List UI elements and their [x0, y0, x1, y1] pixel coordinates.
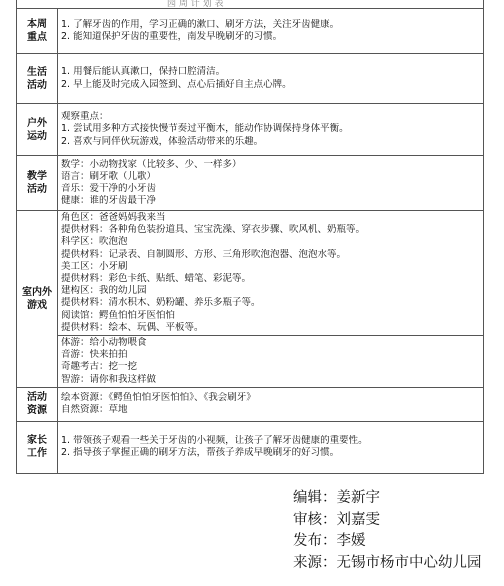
content-line: 提供材料：彩色卡纸、贴纸、蜡笔、彩泥等。 [61, 273, 252, 285]
content-line: 美工区：小牙刷 [61, 260, 128, 272]
content-line: 2. 指导孩子掌握正确的刷牙方法，帮孩子养成早晚刷牙的好习惯。 [61, 447, 340, 459]
heading-line: 教学 [27, 171, 47, 182]
content-line: 提供材料：清水积木、奶粉罐、养乐多瓶子等。 [61, 297, 261, 309]
content-line: 自然资源：草地 [61, 404, 128, 416]
row-heading [17, 104, 58, 156]
heading-line: 本周 [27, 19, 47, 30]
row-heading [17, 9, 58, 54]
weekly-plan-table [16, 8, 484, 474]
row-content [58, 156, 484, 211]
row-weekly-focus [17, 9, 484, 54]
row-content [58, 54, 484, 104]
row-games-b [17, 336, 484, 388]
content-line: 智游：请你和我这样做 [61, 373, 157, 385]
row-content [58, 421, 484, 473]
row-content [58, 336, 484, 388]
content-line: 1. 带领孩子观看一些关于牙齿的小视频，让孩子了解牙齿健康的重要性。 [61, 435, 368, 447]
content-line: 2. 能知道保护牙齿的重要性，南发早晚刷牙的习惯。 [61, 31, 283, 42]
row-family-work [17, 421, 484, 473]
content-line: 1. 尝试用多种方式接快慢节奏过平衡木，能动作协调保持身体平衡。 [61, 123, 349, 135]
heading-line: 工作 [27, 448, 47, 460]
content-line: 1. 用餐后能认真漱口，保持口腔清洁。 [61, 66, 226, 78]
row-teaching-activity [17, 156, 484, 211]
row-heading [17, 387, 58, 421]
row-content [58, 9, 484, 54]
content-line: 2. 喜欢与同伴伙玩游戏，体验活动带来的乐趣。 [61, 135, 264, 147]
heading-line: 生活 [27, 66, 47, 78]
row-heading [17, 156, 58, 211]
content-line: 音游：快来拍拍 [61, 349, 128, 361]
content-line: 观察重点： [61, 111, 109, 123]
content-line: 语言：刷牙歌（儿歌） [61, 170, 157, 182]
content-line: 数学：小动物找家（比较多、少、一样多） [61, 158, 242, 170]
row-games-a [17, 211, 484, 336]
heading-line: 重点 [27, 32, 47, 43]
content-line: 提供材料：各种角色装扮道具、宝宝洗澡、穿衣步骤、吹风机、奶瓶等。 [61, 224, 366, 236]
heading-line: 活动 [27, 79, 47, 91]
heading-line: 游戏 [27, 299, 47, 311]
content-line: 2. 早上能及时完成入园签到、点心后插好自主点心牌。 [61, 78, 292, 90]
content-line: 提供材料：记录表、自制圆形、方形、三角形吹泡泡器、泡泡水等。 [61, 248, 347, 260]
weekly-plan-sheet [16, 0, 484, 474]
row-content [58, 387, 484, 421]
content-line: 建构区：我的幼儿园 [61, 285, 147, 297]
content-line: 提供材料：绘本、玩偶、平板等。 [61, 321, 204, 333]
heading-line: 户外 [27, 117, 47, 129]
content-line: 绘本资源：《鳄鱼怕怕牙医怕怕》、《我会刷牙》 [61, 392, 256, 404]
content-line: 阅读馆：鳄鱼怕怕牙医怕怕 [61, 309, 176, 321]
heading-line: 室内外 [22, 286, 52, 298]
content-line: 科学区：吹泡泡 [61, 236, 128, 248]
content-line: 1. 了解牙齿的作用，学习正确的漱口、刷牙方法，关注牙齿健康。 [61, 18, 340, 30]
row-content [58, 104, 484, 156]
row-heading [17, 421, 58, 473]
content-line: 奇趣考古：挖一挖 [61, 361, 138, 373]
row-heading [17, 54, 58, 104]
content-line: 角色区：爸爸妈妈我来当 [61, 212, 166, 223]
source-credit: 来源：无锡市杨市中心幼儿园 [293, 554, 482, 571]
editor-credit: 编辑：姜新宇 [293, 490, 380, 506]
row-heading [17, 211, 58, 388]
reviewer-credit: 审核：刘嘉雯 [293, 511, 380, 528]
heading-line: 活动 [27, 184, 47, 195]
row-outdoor-sport [17, 104, 484, 156]
content-line: 体游：给小动物喂食 [61, 337, 147, 349]
row-resources [17, 387, 484, 421]
heading-line: 资源 [27, 405, 47, 417]
heading-line: 运动 [27, 130, 47, 142]
row-life-activity [17, 54, 484, 104]
content-line: 健康：谁的牙齿最干净 [61, 195, 157, 207]
heading-line: 家长 [27, 435, 47, 447]
header-fragment: 园 周 计 划 表 [167, 0, 224, 9]
publisher-credit: 发布：李媛 [293, 533, 366, 549]
credits-footer [293, 488, 482, 574]
content-line: 音乐：爱干净的小牙齿 [61, 183, 157, 194]
cut-off-header [16, 0, 484, 8]
heading-line: 活动 [27, 392, 47, 404]
row-content [58, 211, 484, 336]
